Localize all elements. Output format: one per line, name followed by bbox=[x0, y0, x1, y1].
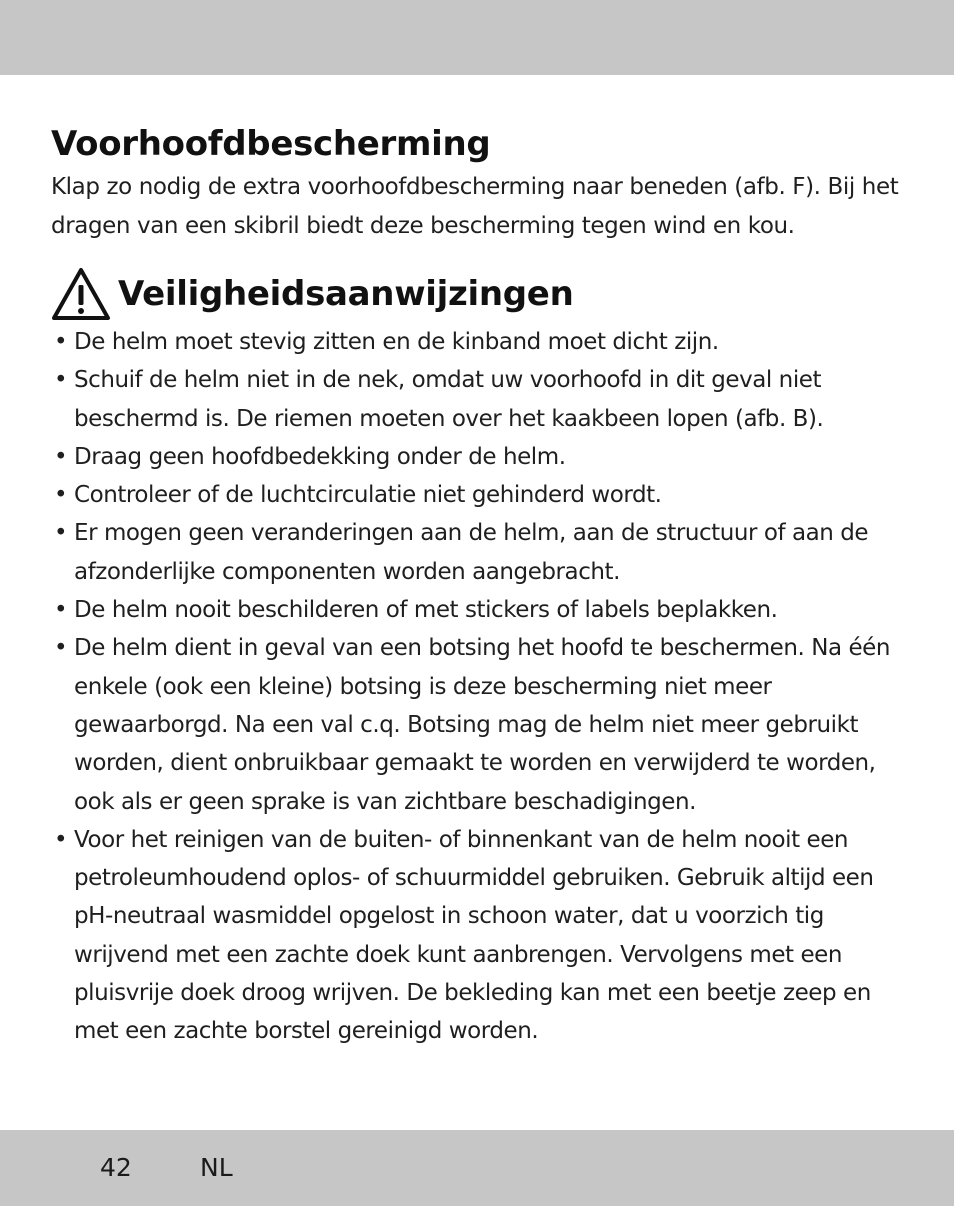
list-item bbox=[51, 438, 911, 476]
bullet-dot: • bbox=[54, 597, 68, 624]
list-item bbox=[51, 514, 911, 591]
list-item-text: Controleer of de luchtcirculatie niet gehinderd wordt. bbox=[74, 482, 662, 509]
list-item-text: Draag geen hoofdbedekking onder de helm. bbox=[74, 443, 566, 470]
list-item-text: De helm dient in geval van een botsing het hoofd te beschermen. Na één enkele (ook een kleine) botsing is deze bescherming niet meer gewaarborgd. Na een val c.q. Botsing mag de helm niet meer gebruikt worden, dient onbruikbaar gemaakt te worden en verwijderd te worden, ook als er geen sprake is van zichtbare beschadigingen. bbox=[74, 635, 890, 815]
bullet-dot: • bbox=[54, 520, 68, 547]
list-item bbox=[51, 591, 911, 629]
section-title-safety: Veiligheidsaanwijzingen bbox=[118, 274, 574, 314]
warning-triangle-icon bbox=[51, 267, 111, 321]
bullet-dot: • bbox=[54, 329, 68, 355]
bullet-dot: • bbox=[54, 482, 68, 509]
list-item-text: Schuif de helm niet in de nek, omdat uw voorhoofd in dit geval niet beschermd is. De riemen moeten over het kaakbeen lopen (afb. B). bbox=[74, 367, 824, 432]
bullet-dot: • bbox=[54, 367, 68, 394]
safety-list bbox=[51, 323, 911, 1051]
footer-band bbox=[0, 1130, 954, 1206]
list-item bbox=[51, 476, 911, 514]
page-content bbox=[51, 120, 911, 1051]
safety-heading-row bbox=[51, 265, 911, 323]
bullet-dot: • bbox=[54, 826, 68, 853]
bullet-dot: • bbox=[54, 443, 68, 470]
list-item-text: De helm moet stevig zitten en de kinband moet dicht zijn. bbox=[74, 329, 719, 355]
list-item bbox=[51, 629, 911, 820]
header-band bbox=[0, 0, 954, 75]
bullet-dot: • bbox=[54, 635, 68, 662]
forehead-protection-text: Klap zo nodig de extra voorhoofdbescherming naar beneden (afb. F). Bij het dragen van een skibril biedt deze bescherming tegen wind en kou. bbox=[51, 174, 899, 239]
list-item bbox=[51, 323, 911, 361]
section-title-forehead-protection: Voorhoofdbescherming bbox=[51, 124, 491, 164]
list-item-text: Er mogen geen veranderingen aan de helm, aan de structuur of aan de afzonderlijke componenten worden aangebracht. bbox=[74, 520, 869, 585]
list-item bbox=[51, 821, 911, 1051]
safety-section bbox=[51, 265, 911, 1051]
page-number: 42 bbox=[100, 1153, 132, 1182]
list-item-text: De helm nooit beschilderen of met stickers of labels beplakken. bbox=[74, 597, 778, 624]
list-item bbox=[51, 361, 911, 438]
language-code: NL bbox=[200, 1153, 233, 1182]
list-item-text: Voor het reinigen van de buiten- of binnenkant van de helm nooit een petroleumhoudend oplos- of schuurmiddel gebruiken. Gebruik altijd een pH-neutraal wasmiddel opgelost in schoon water, dat u voorzich tig wrijvend met een zachte doek kunt aanbrengen. Vervolgens met een pluisvrije doek droog wrijven. De bekleding kan met een beetje zeep en met een zachte borstel gereinigd worden. bbox=[74, 826, 874, 1045]
